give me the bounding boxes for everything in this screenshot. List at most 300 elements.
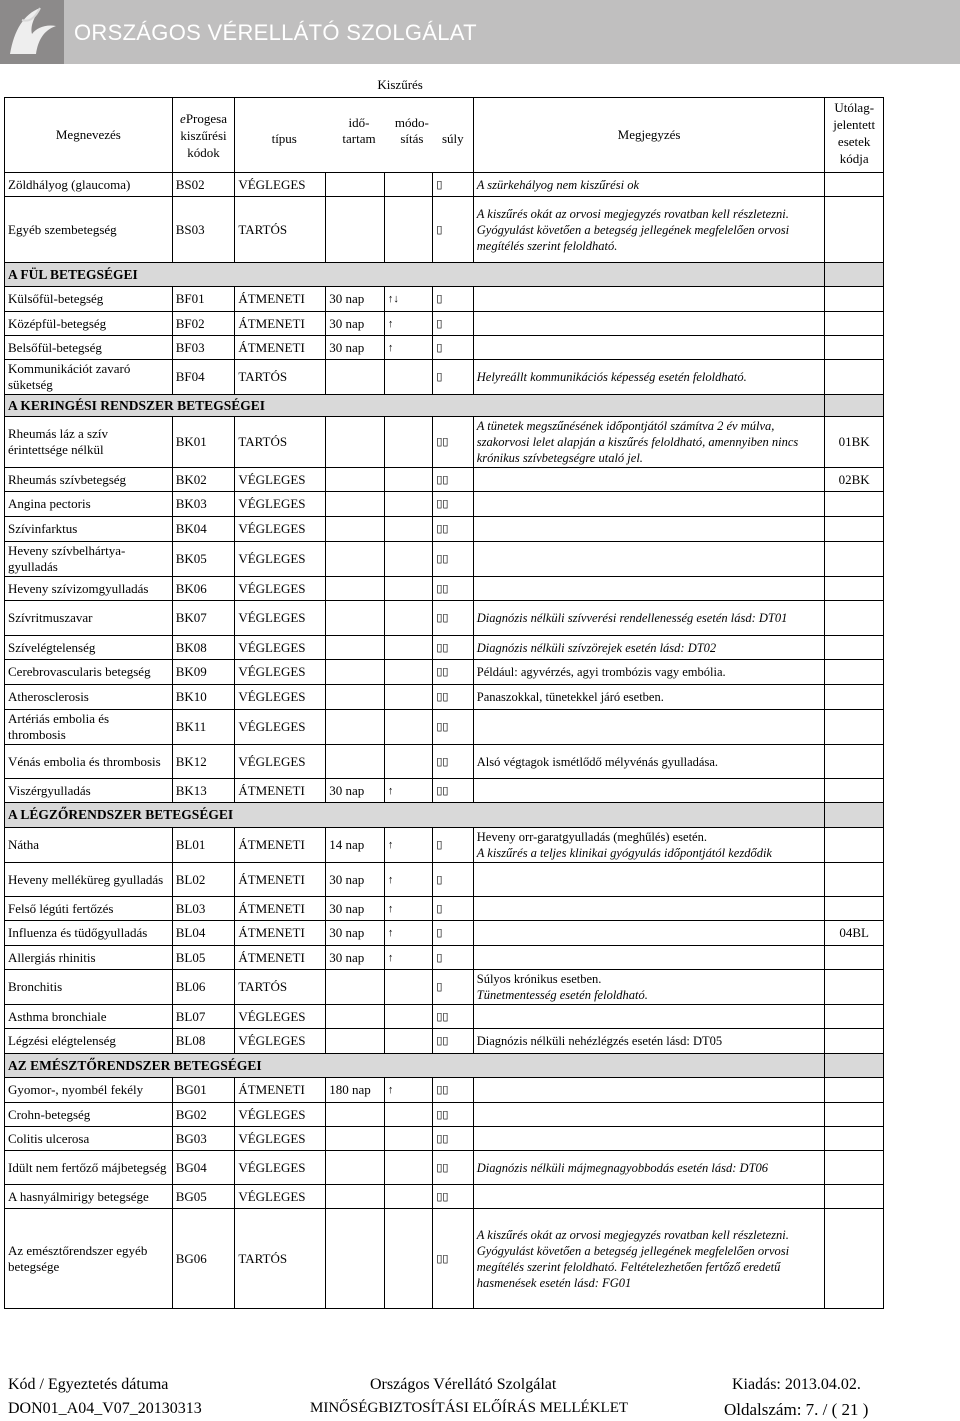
disease-name: Idült nem fertőző májbetegség bbox=[5, 1151, 173, 1185]
table-row bbox=[5, 173, 884, 197]
weight-marks: ▯▯ bbox=[433, 745, 473, 779]
disease-name: Légzési elégtelenség bbox=[5, 1029, 173, 1054]
modification-arrows bbox=[384, 1151, 432, 1185]
weight-marks: ▯ bbox=[433, 921, 473, 946]
weight-marks: ▯▯ bbox=[433, 1151, 473, 1185]
table-row bbox=[5, 745, 884, 779]
exclusion-duration bbox=[326, 197, 385, 263]
modification-arrows bbox=[384, 1005, 432, 1029]
disease-name: Asthma bronchiale bbox=[5, 1005, 173, 1029]
disease-name: Rheumás láz a szív érintettsége nélkül bbox=[5, 417, 173, 468]
recall-code bbox=[825, 601, 884, 636]
exclusion-type: VÉGLEGES bbox=[235, 1151, 326, 1185]
eprogesa-code: BL03 bbox=[172, 897, 235, 921]
table-row bbox=[5, 417, 884, 468]
eprogesa-code: BL04 bbox=[172, 921, 235, 946]
section-row bbox=[5, 263, 884, 287]
eprogesa-code: BS03 bbox=[172, 197, 235, 263]
exclusion-duration bbox=[326, 1127, 385, 1151]
disease-name: A hasnyálmirigy betegsége bbox=[5, 1185, 173, 1209]
weight-marks: ▯▯ bbox=[433, 492, 473, 517]
note-text bbox=[473, 517, 825, 542]
eprogesa-code: BK04 bbox=[172, 517, 235, 542]
disease-name: Allergiás rhinitis bbox=[5, 946, 173, 970]
footer-code-label: Kód / Egyeztetés dátuma bbox=[8, 1376, 169, 1393]
eprogesa-code: BF03 bbox=[172, 336, 235, 360]
modification-arrows: ↑ bbox=[384, 312, 432, 336]
modification-arrows: ↑ bbox=[384, 897, 432, 921]
exclusion-duration: 30 nap bbox=[326, 287, 385, 312]
eprogesa-code: BF01 bbox=[172, 287, 235, 312]
modification-arrows bbox=[384, 1127, 432, 1151]
weight-marks: ▯ bbox=[433, 863, 473, 897]
recall-code bbox=[825, 517, 884, 542]
pelican-logo-icon bbox=[0, 0, 64, 64]
exclusion-duration bbox=[326, 1209, 385, 1309]
exclusion-type: VÉGLEGES bbox=[235, 710, 326, 745]
note-text bbox=[473, 1078, 825, 1103]
table-row bbox=[5, 1005, 884, 1029]
modification-arrows bbox=[384, 542, 432, 577]
header-banner bbox=[0, 0, 960, 64]
eprogesa-code: BS02 bbox=[172, 173, 235, 197]
table-row bbox=[5, 492, 884, 517]
eprogesa-code: BK05 bbox=[172, 542, 235, 577]
note-text: A kiszűrés okát az orvosi megjegyzés rovatban kell részletezni. Gyógyulást követően a betegség jellegének megfelelően orvosi megítélés szerint feloldható. Feltételezhetően fertőző eredetű hasmenések esetén lásd: FG01 bbox=[473, 1209, 825, 1309]
disease-name: Vénás embolia és thrombosis bbox=[5, 745, 173, 779]
disease-name: Bronchitis bbox=[5, 970, 173, 1005]
eprogesa-code: BG03 bbox=[172, 1127, 235, 1151]
note-text bbox=[473, 468, 825, 492]
recall-code bbox=[825, 336, 884, 360]
exclusion-duration bbox=[326, 360, 385, 395]
disease-name: Heveny melléküreg gyulladás bbox=[5, 863, 173, 897]
exclusion-type: VÉGLEGES bbox=[235, 1029, 326, 1054]
exclusion-type: VÉGLEGES bbox=[235, 1005, 326, 1029]
disease-name: Belsőfül-betegség bbox=[5, 336, 173, 360]
recall-code bbox=[825, 360, 884, 395]
table-row bbox=[5, 636, 884, 660]
weight-marks: ▯▯ bbox=[433, 1209, 473, 1309]
exclusion-duration: 30 nap bbox=[326, 921, 385, 946]
eprogesa-code: BG06 bbox=[172, 1209, 235, 1309]
weight-marks: ▯▯ bbox=[433, 1103, 473, 1127]
note-text bbox=[473, 312, 825, 336]
modification-arrows bbox=[384, 636, 432, 660]
exclusion-duration bbox=[326, 636, 385, 660]
weight-marks: ▯▯ bbox=[433, 1029, 473, 1054]
disease-name: Heveny szívizomgyulladás bbox=[5, 577, 173, 601]
disease-name: Heveny szívbelhártya-gyulladás bbox=[5, 542, 173, 577]
exclusion-duration bbox=[326, 542, 385, 577]
recall-code bbox=[825, 710, 884, 745]
footer-organization: Országos Vérellátó Szolgálat bbox=[370, 1376, 557, 1393]
exclusion-type: TARTÓS bbox=[235, 417, 326, 468]
eprogesa-code: BG05 bbox=[172, 1185, 235, 1209]
recall-code bbox=[825, 946, 884, 970]
exclusion-type: ÁTMENETI bbox=[235, 287, 326, 312]
table-row bbox=[5, 828, 884, 863]
modification-arrows bbox=[384, 1209, 432, 1309]
recall-code bbox=[825, 970, 884, 1005]
weight-marks: ▯▯ bbox=[433, 468, 473, 492]
recall-code bbox=[825, 1151, 884, 1185]
note-text: Diagnózis nélküli szívverési rendellenesség esetén lásd: DT01 bbox=[473, 601, 825, 636]
recall-code bbox=[825, 863, 884, 897]
eprogesa-code: BL07 bbox=[172, 1005, 235, 1029]
exclusion-type: ÁTMENETI bbox=[235, 828, 326, 863]
exclusion-duration bbox=[326, 1151, 385, 1185]
eprogesa-code: BF02 bbox=[172, 312, 235, 336]
exclusion-duration: 30 nap bbox=[326, 779, 385, 803]
note-text bbox=[473, 492, 825, 517]
exclusion-type: VÉGLEGES bbox=[235, 636, 326, 660]
disease-name: Artériás embolia és thrombosis bbox=[5, 710, 173, 745]
table-row bbox=[5, 1151, 884, 1185]
exclusion-type: TARTÓS bbox=[235, 197, 326, 263]
modification-arrows bbox=[384, 577, 432, 601]
recall-code bbox=[825, 542, 884, 577]
table-row bbox=[5, 921, 884, 946]
eprogesa-code: BK03 bbox=[172, 492, 235, 517]
exclusion-duration bbox=[326, 1103, 385, 1127]
eprogesa-code: BK12 bbox=[172, 745, 235, 779]
exclusion-type: VÉGLEGES bbox=[235, 601, 326, 636]
note-text bbox=[473, 1103, 825, 1127]
table-row bbox=[5, 601, 884, 636]
exclusion-duration bbox=[326, 745, 385, 779]
table-row bbox=[5, 897, 884, 921]
weight-marks: ▯▯ bbox=[433, 685, 473, 710]
disease-name: Atherosclerosis bbox=[5, 685, 173, 710]
recall-code bbox=[825, 395, 884, 417]
recall-code bbox=[825, 1029, 884, 1054]
exclusion-type: ÁTMENETI bbox=[235, 946, 326, 970]
table-row bbox=[5, 946, 884, 970]
eprogesa-code: BL05 bbox=[172, 946, 235, 970]
exclusion-duration: 30 nap bbox=[326, 336, 385, 360]
exclusion-duration bbox=[326, 601, 385, 636]
organization-title: ORSZÁGOS VÉRELLÁTÓ SZOLGÁLAT bbox=[74, 20, 477, 45]
weight-marks: ▯▯ bbox=[433, 577, 473, 601]
exclusion-duration bbox=[326, 417, 385, 468]
modification-arrows bbox=[384, 710, 432, 745]
recall-code: 04BL bbox=[825, 921, 884, 946]
table-row bbox=[5, 1209, 884, 1309]
modification-arrows: ↑↓ bbox=[384, 287, 432, 312]
exclusion-type: TARTÓS bbox=[235, 970, 326, 1005]
table-row bbox=[5, 1103, 884, 1127]
col-name-header: Megnevezés bbox=[5, 98, 173, 173]
section-title: A LÉGZŐRENDSZER BETEGSÉGEI bbox=[5, 803, 825, 828]
recall-code bbox=[825, 1103, 884, 1127]
exclusion-duration bbox=[326, 710, 385, 745]
eprogesa-code: BL06 bbox=[172, 970, 235, 1005]
recall-code: 01BK bbox=[825, 417, 884, 468]
disease-name: Szívelégtelenség bbox=[5, 636, 173, 660]
recall-code bbox=[825, 1005, 884, 1029]
table-row bbox=[5, 660, 884, 685]
modification-arrows: ↑ bbox=[384, 921, 432, 946]
eprogesa-code: BK02 bbox=[172, 468, 235, 492]
table-row bbox=[5, 970, 884, 1005]
exclusion-type: VÉGLEGES bbox=[235, 492, 326, 517]
section-row bbox=[5, 395, 884, 417]
eprogesa-code: BG02 bbox=[172, 1103, 235, 1127]
note-text: Például: agyvérzés, agyi trombózis vagy embólia. bbox=[473, 660, 825, 685]
note-text bbox=[473, 921, 825, 946]
exclusion-duration: 180 nap bbox=[326, 1078, 385, 1103]
disease-name: Gyomor-, nyombél fekély bbox=[5, 1078, 173, 1103]
exclusion-duration bbox=[326, 685, 385, 710]
col-kiszures-header: Kiszűrés bbox=[377, 76, 423, 92]
exclusion-duration: 30 nap bbox=[326, 946, 385, 970]
exclusion-type: TARTÓS bbox=[235, 360, 326, 395]
eprogesa-code: BK06 bbox=[172, 577, 235, 601]
exclusion-duration: 30 nap bbox=[326, 897, 385, 921]
eprogesa-code: BL02 bbox=[172, 863, 235, 897]
disease-name: Crohn-betegség bbox=[5, 1103, 173, 1127]
exclusion-type: ÁTMENETI bbox=[235, 921, 326, 946]
weight-marks: ▯ bbox=[433, 897, 473, 921]
modification-arrows bbox=[384, 1103, 432, 1127]
table-row bbox=[5, 1185, 884, 1209]
modification-arrows bbox=[384, 601, 432, 636]
eprogesa-code: BF04 bbox=[172, 360, 235, 395]
note-text bbox=[473, 897, 825, 921]
note-text bbox=[473, 1127, 825, 1151]
table-row bbox=[5, 1127, 884, 1151]
modification-arrows: ↑ bbox=[384, 1078, 432, 1103]
disease-name: Középfül-betegség bbox=[5, 312, 173, 336]
footer-document-type: MINŐSÉGBIZTOSÍTÁSI ELŐÍRÁS MELLÉKLET bbox=[310, 1400, 629, 1416]
section-title: A FÜL BETEGSÉGEI bbox=[5, 263, 825, 287]
recall-code bbox=[825, 897, 884, 921]
disease-name: Angina pectoris bbox=[5, 492, 173, 517]
exclusion-duration: 30 nap bbox=[326, 312, 385, 336]
exclusion-type: ÁTMENETI bbox=[235, 336, 326, 360]
note-text bbox=[473, 336, 825, 360]
weight-marks: ▯▯ bbox=[433, 601, 473, 636]
exclusion-duration bbox=[326, 577, 385, 601]
note-text: Alsó végtagok ismétlődő mélyvénás gyulladása. bbox=[473, 745, 825, 779]
disease-name: Zöldhályog (glaucoma) bbox=[5, 173, 173, 197]
note-text: Diagnózis nélküli szívzörejek esetén lásd: DT02 bbox=[473, 636, 825, 660]
section-row bbox=[5, 1054, 884, 1078]
eprogesa-code: BK11 bbox=[172, 710, 235, 745]
note-text: A kiszűrés okát az orvosi megjegyzés rovatban kell részletezni. Gyógyulást követően a betegség jellegének megfelelően orvosi megítélés szerint feloldható. bbox=[473, 197, 825, 263]
weight-marks: ▯▯ bbox=[433, 1127, 473, 1151]
recall-code bbox=[825, 577, 884, 601]
table-row bbox=[5, 863, 884, 897]
note-text: Heveny orr-garatgyulladás (meghűlés) esetén. A kiszűrés a teljes klinikai gyógyulás időpontjától kezdődik bbox=[473, 828, 825, 863]
modification-arrows bbox=[384, 1185, 432, 1209]
weight-marks: ▯▯ bbox=[433, 542, 473, 577]
eprogesa-code: BK07 bbox=[172, 601, 235, 636]
eprogesa-code: BK13 bbox=[172, 779, 235, 803]
table-row bbox=[5, 542, 884, 577]
weight-marks: ▯▯ bbox=[433, 1005, 473, 1029]
table-row bbox=[5, 517, 884, 542]
weight-marks: ▯▯ bbox=[433, 636, 473, 660]
exclusion-type: VÉGLEGES bbox=[235, 577, 326, 601]
weight-marks: ▯ bbox=[433, 946, 473, 970]
table-row bbox=[5, 336, 884, 360]
modification-arrows bbox=[384, 417, 432, 468]
modification-arrows: ↑ bbox=[384, 863, 432, 897]
note-text bbox=[473, 1005, 825, 1029]
modification-arrows bbox=[384, 660, 432, 685]
section-row bbox=[5, 803, 884, 828]
weight-marks: ▯ bbox=[433, 173, 473, 197]
recall-code bbox=[825, 685, 884, 710]
exclusion-duration bbox=[326, 1029, 385, 1054]
weight-marks: ▯▯ bbox=[433, 1185, 473, 1209]
section-title: A KERINGÉSI RENDSZER BETEGSÉGEI bbox=[5, 395, 825, 417]
table-row bbox=[5, 1078, 884, 1103]
weight-marks: ▯ bbox=[433, 970, 473, 1005]
note-text bbox=[473, 710, 825, 745]
recall-code bbox=[825, 173, 884, 197]
weight-marks: ▯▯ bbox=[433, 660, 473, 685]
recall-code bbox=[825, 636, 884, 660]
disease-name: Nátha bbox=[5, 828, 173, 863]
exclusion-duration bbox=[326, 970, 385, 1005]
weight-marks: ▯ bbox=[433, 287, 473, 312]
note-text bbox=[473, 577, 825, 601]
eprogesa-code: BK10 bbox=[172, 685, 235, 710]
modification-arrows bbox=[384, 197, 432, 263]
note-text bbox=[473, 863, 825, 897]
note-text bbox=[473, 542, 825, 577]
exclusion-duration bbox=[326, 468, 385, 492]
exclusion-type: VÉGLEGES bbox=[235, 468, 326, 492]
table-row bbox=[5, 710, 884, 745]
note-text: Panaszokkal, tünetekkel járó esetben. bbox=[473, 685, 825, 710]
col-note-header: Megjegyzés bbox=[473, 98, 825, 173]
disease-name: Szívritmuszavar bbox=[5, 601, 173, 636]
exclusion-type: TARTÓS bbox=[235, 1209, 326, 1309]
col-duration-header: idő-tartam bbox=[342, 114, 376, 146]
exclusion-duration: 14 nap bbox=[326, 828, 385, 863]
weight-marks: ▯▯ bbox=[433, 1078, 473, 1103]
recall-code bbox=[825, 745, 884, 779]
table-row bbox=[5, 685, 884, 710]
recall-code bbox=[825, 287, 884, 312]
modification-arrows bbox=[384, 468, 432, 492]
note-text: A szürkehályog nem kiszűrési ok bbox=[473, 173, 825, 197]
weight-marks: ▯▯ bbox=[433, 517, 473, 542]
recall-code bbox=[825, 492, 884, 517]
eprogesa-code: BL08 bbox=[172, 1029, 235, 1054]
section-title: AZ EMÉSZTŐRENDSZER BETEGSÉGEI bbox=[5, 1054, 825, 1078]
eprogesa-code: BG01 bbox=[172, 1078, 235, 1103]
table-row bbox=[5, 1029, 884, 1054]
col-method-header: módo-sítás bbox=[394, 114, 429, 146]
eprogesa-code: BG04 bbox=[172, 1151, 235, 1185]
exclusion-type: VÉGLEGES bbox=[235, 745, 326, 779]
disease-name: Influenza és tüdőgyulladás bbox=[5, 921, 173, 946]
modification-arrows bbox=[384, 360, 432, 395]
recall-code bbox=[825, 1209, 884, 1309]
disease-name: Felső légúti fertőzés bbox=[5, 897, 173, 921]
weight-marks: ▯ bbox=[433, 360, 473, 395]
col-type-header: típus bbox=[271, 130, 297, 146]
recall-code bbox=[825, 1185, 884, 1209]
disease-name: Kommunikációt zavaró süketség bbox=[5, 360, 173, 395]
exclusion-table bbox=[4, 76, 884, 1309]
table-row bbox=[5, 468, 884, 492]
recall-code bbox=[825, 1078, 884, 1103]
table-row bbox=[5, 197, 884, 263]
exclusion-type: ÁTMENETI bbox=[235, 779, 326, 803]
recall-code bbox=[825, 197, 884, 263]
exclusion-type: VÉGLEGES bbox=[235, 685, 326, 710]
table-row bbox=[5, 360, 884, 395]
disease-name: Szívinfarktus bbox=[5, 517, 173, 542]
note-text bbox=[473, 287, 825, 312]
disease-name: Colitis ulcerosa bbox=[5, 1127, 173, 1151]
modification-arrows: ↑ bbox=[384, 779, 432, 803]
note-text: Súlyos krónikus esetben. Tünetmentesség esetén feloldható. bbox=[473, 970, 825, 1005]
eprogesa-code: BK09 bbox=[172, 660, 235, 685]
col-recall-header: Utólag-jelentett esetek kódja bbox=[825, 98, 884, 173]
weight-marks: ▯ bbox=[433, 312, 473, 336]
modification-arrows bbox=[384, 685, 432, 710]
eprogesa-code: BK08 bbox=[172, 636, 235, 660]
note-text bbox=[473, 1185, 825, 1209]
weight-marks: ▯ bbox=[433, 197, 473, 263]
recall-code bbox=[825, 779, 884, 803]
modification-arrows bbox=[384, 1029, 432, 1054]
eprogesa-code: BL01 bbox=[172, 828, 235, 863]
recall-code bbox=[825, 1127, 884, 1151]
exclusion-duration bbox=[326, 492, 385, 517]
exclusion-type: VÉGLEGES bbox=[235, 1185, 326, 1209]
modification-arrows bbox=[384, 970, 432, 1005]
col-screening-header bbox=[235, 76, 473, 148]
exclusion-duration bbox=[326, 173, 385, 197]
modification-arrows: ↑ bbox=[384, 336, 432, 360]
table-row bbox=[5, 312, 884, 336]
disease-name: Egyéb szembetegség bbox=[5, 197, 173, 263]
note-text bbox=[473, 779, 825, 803]
modification-arrows bbox=[384, 517, 432, 542]
exclusion-type: VÉGLEGES bbox=[235, 1103, 326, 1127]
footer-page-number: Oldalszám: 7. / ( 21 ) bbox=[724, 1400, 869, 1419]
eprogesa-code: BK01 bbox=[172, 417, 235, 468]
footer-document-code: DON01_A04_V07_20130313 bbox=[8, 1400, 202, 1417]
note-text: Helyreállt kommunikációs képesség esetén feloldható. bbox=[473, 360, 825, 395]
recall-code bbox=[825, 312, 884, 336]
note-text: Diagnózis nélküli májmegnagyobbodás esetén lásd: DT06 bbox=[473, 1151, 825, 1185]
note-text: A tünetek megszűnésének időpontjától számítva 2 év múlva, szakorvosi lelet alapján a kiszűrés feloldható, amennyiben nincs krónikus szívbetegségre utaló jel. bbox=[473, 417, 825, 468]
recall-code bbox=[825, 1054, 884, 1078]
exclusion-type: ÁTMENETI bbox=[235, 1078, 326, 1103]
exclusion-duration bbox=[326, 517, 385, 542]
col-eprogesa-header: eProgesa kiszűrési kódok bbox=[172, 98, 235, 173]
modification-arrows bbox=[384, 173, 432, 197]
recall-code bbox=[825, 263, 884, 287]
weight-marks: ▯▯ bbox=[433, 779, 473, 803]
col-weight-header: súly bbox=[441, 130, 464, 146]
exclusion-duration bbox=[326, 1185, 385, 1209]
exclusion-type: VÉGLEGES bbox=[235, 1127, 326, 1151]
exclusion-type: ÁTMENETI bbox=[235, 897, 326, 921]
disease-name: Cerebrovascularis betegség bbox=[5, 660, 173, 685]
exclusion-duration: 30 nap bbox=[326, 863, 385, 897]
modification-arrows bbox=[384, 745, 432, 779]
